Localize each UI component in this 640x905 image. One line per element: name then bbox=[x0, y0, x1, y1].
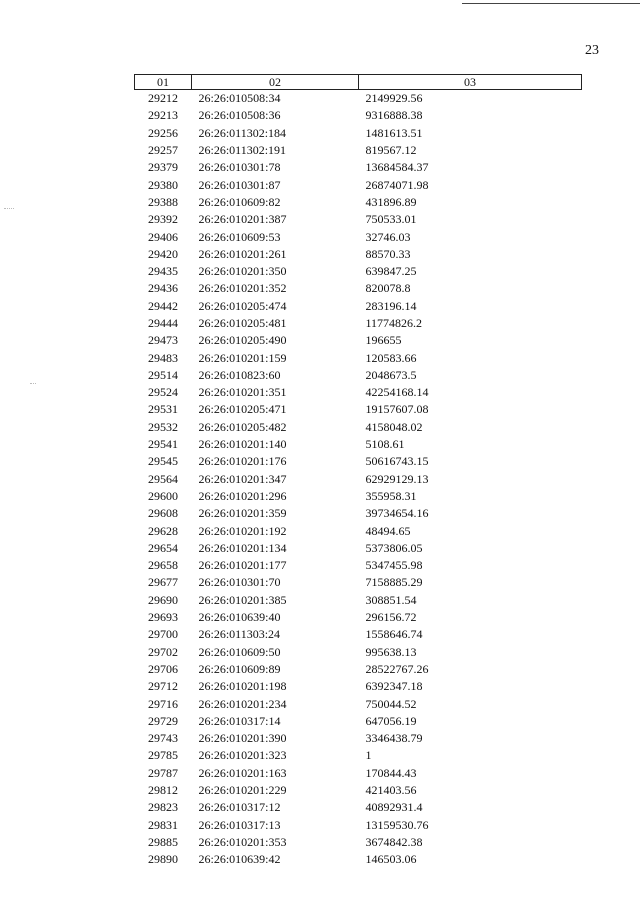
cadastral-number-cell: 26:26:011303:24 bbox=[198, 627, 281, 642]
record-number-cell: 29654 bbox=[148, 540, 178, 555]
value-cell: 48494.65 bbox=[365, 523, 411, 538]
value-cell: 50616743.15 bbox=[365, 454, 429, 469]
table-row bbox=[135, 782, 582, 799]
cadastral-number-cell: 26:26:010201:140 bbox=[198, 437, 287, 452]
table-row bbox=[135, 367, 582, 384]
record-number-cell: 29392 bbox=[148, 212, 178, 227]
table-row bbox=[135, 90, 582, 108]
cadastral-number-cell: 26:26:010201:352 bbox=[198, 281, 287, 296]
table-row bbox=[135, 678, 582, 695]
cadastral-number-cell: 26:26:010201:387 bbox=[198, 212, 287, 227]
value-cell: 28522767.26 bbox=[365, 661, 429, 676]
record-number-cell: 29436 bbox=[148, 281, 178, 296]
value-cell: 13159530.76 bbox=[365, 817, 429, 832]
cadastral-number-cell: 26:26:010201:134 bbox=[198, 540, 287, 555]
cadastral-number-cell: 26:26:011302:184 bbox=[198, 125, 287, 140]
record-number-cell: 29420 bbox=[148, 246, 178, 261]
cadastral-number-cell: 26:26:010508:36 bbox=[198, 108, 281, 123]
value-cell: 170844.43 bbox=[365, 765, 417, 780]
cadastral-number-cell: 26:26:010201:385 bbox=[198, 592, 287, 607]
cadastral-number-cell: 26:26:010317:13 bbox=[198, 817, 281, 832]
value-cell: 42254168.14 bbox=[365, 385, 429, 400]
value-cell: 296156.72 bbox=[365, 610, 417, 625]
table-row bbox=[135, 661, 582, 678]
cadastral-number-cell: 26:26:010639:42 bbox=[198, 852, 281, 867]
record-number-cell: 29700 bbox=[148, 627, 178, 642]
cadastral-number-cell: 26:26:010609:89 bbox=[198, 661, 281, 676]
cadastral-number-cell: 26:26:010201:359 bbox=[198, 506, 287, 521]
cadastral-number-cell: 26:26:010508:34 bbox=[198, 91, 281, 106]
cadastral-number-cell: 26:26:010609:53 bbox=[198, 229, 281, 244]
page-number: 23 bbox=[585, 43, 599, 58]
cadastral-number-cell: 26:26:010201:261 bbox=[198, 246, 287, 261]
table-row bbox=[135, 419, 582, 436]
value-cell: 62929129.13 bbox=[365, 471, 429, 486]
cadastral-number-cell: 26:26:010609:50 bbox=[198, 644, 281, 659]
value-cell: 11774826.2 bbox=[365, 316, 423, 330]
record-number-cell: 29628 bbox=[148, 523, 178, 538]
record-number-cell: 29716 bbox=[148, 696, 178, 711]
record-number-cell: 29608 bbox=[148, 506, 178, 521]
value-cell: 5347455.98 bbox=[365, 558, 423, 573]
data-table bbox=[134, 74, 582, 868]
value-cell: 3674842.38 bbox=[365, 834, 423, 849]
cadastral-number-cell: 26:26:010609:82 bbox=[198, 194, 281, 209]
value-cell: 26874071.98 bbox=[365, 177, 429, 192]
record-number-cell: 29785 bbox=[148, 748, 178, 763]
record-number-cell: 29388 bbox=[148, 194, 178, 209]
value-cell: 1558646.74 bbox=[365, 627, 423, 642]
record-number-cell: 29787 bbox=[148, 765, 178, 780]
table-row bbox=[135, 471, 582, 488]
table-row bbox=[135, 159, 582, 176]
table-row bbox=[135, 592, 582, 609]
cadastral-number-cell: 26:26:010823:60 bbox=[198, 367, 281, 382]
value-cell: 120583.66 bbox=[365, 350, 417, 365]
record-number-cell: 29380 bbox=[148, 177, 178, 192]
margin-mark bbox=[4, 208, 14, 209]
table-row bbox=[135, 626, 582, 643]
header-row bbox=[135, 75, 582, 90]
record-number-cell: 29514 bbox=[148, 367, 178, 382]
table-row bbox=[135, 540, 582, 557]
value-cell: 750533.01 bbox=[365, 212, 417, 227]
cadastral-number-cell: 26:26:010201:177 bbox=[198, 558, 287, 573]
record-number-cell: 29823 bbox=[148, 800, 178, 815]
value-cell: 5108.61 bbox=[365, 437, 405, 452]
table-row bbox=[135, 816, 582, 833]
cadastral-number-cell: 26:26:010205:471 bbox=[198, 402, 287, 417]
table-row bbox=[135, 730, 582, 747]
record-number-cell: 29406 bbox=[148, 229, 178, 244]
record-number-cell: 29524 bbox=[148, 385, 178, 400]
table-row bbox=[135, 107, 582, 124]
cadastral-number-cell: 26:26:011302:191 bbox=[198, 143, 287, 158]
record-number-cell: 29890 bbox=[148, 852, 178, 867]
table-row bbox=[135, 211, 582, 228]
table-row bbox=[135, 765, 582, 782]
cadastral-number-cell: 26:26:010317:12 bbox=[198, 800, 281, 815]
record-number-cell: 29532 bbox=[148, 419, 178, 434]
table-row bbox=[135, 401, 582, 418]
column-header: 03 bbox=[359, 75, 582, 90]
table-row bbox=[135, 522, 582, 539]
record-number-cell: 29379 bbox=[148, 160, 178, 175]
table-row bbox=[135, 799, 582, 816]
record-number-cell: 29212 bbox=[148, 91, 178, 106]
record-number-cell: 29743 bbox=[148, 731, 178, 746]
value-cell: 1481613.51 bbox=[365, 125, 423, 140]
value-cell: 355958.31 bbox=[365, 488, 417, 503]
cadastral-number-cell: 26:26:010301:70 bbox=[198, 575, 281, 590]
cadastral-number-cell: 26:26:010201:159 bbox=[198, 350, 287, 365]
value-cell: 4158048.02 bbox=[365, 419, 423, 434]
record-number-cell: 29812 bbox=[148, 783, 178, 798]
cadastral-number-cell: 26:26:010201:198 bbox=[198, 679, 287, 694]
value-cell: 820078.8 bbox=[365, 281, 411, 296]
table-row bbox=[135, 453, 582, 470]
value-cell: 32746.03 bbox=[365, 229, 411, 244]
value-cell: 5373806.05 bbox=[365, 540, 423, 555]
table-row bbox=[135, 228, 582, 245]
record-number-cell: 29600 bbox=[148, 488, 178, 503]
record-number-cell: 29545 bbox=[148, 454, 178, 469]
record-number-cell: 29442 bbox=[148, 298, 178, 313]
cadastral-number-cell: 26:26:010205:481 bbox=[198, 316, 287, 330]
cadastral-number-cell: 26:26:010201:347 bbox=[198, 471, 287, 486]
record-number-cell: 29541 bbox=[148, 437, 178, 452]
table-row bbox=[135, 436, 582, 453]
table-row bbox=[135, 194, 582, 211]
value-cell: 1 bbox=[365, 748, 372, 763]
cadastral-number-cell: 26:26:010639:40 bbox=[198, 610, 281, 625]
value-cell: 431896.89 bbox=[365, 194, 417, 209]
cadastral-number-cell: 26:26:010205:474 bbox=[198, 298, 287, 313]
table-row bbox=[135, 488, 582, 505]
record-number-cell: 29444 bbox=[148, 316, 178, 330]
table-row bbox=[135, 747, 582, 764]
table-body bbox=[135, 90, 582, 869]
table-row bbox=[135, 298, 582, 315]
cadastral-number-cell: 26:26:010201:350 bbox=[198, 264, 287, 279]
value-cell: 88570.33 bbox=[365, 246, 411, 261]
table-row bbox=[135, 695, 582, 712]
value-cell: 19157607.08 bbox=[365, 402, 429, 417]
record-number-cell: 29729 bbox=[148, 713, 178, 728]
record-number-cell: 29831 bbox=[148, 817, 178, 832]
value-cell: 40892931.4 bbox=[365, 800, 423, 815]
cadastral-number-cell: 26:26:010201:353 bbox=[198, 834, 287, 849]
record-number-cell: 29483 bbox=[148, 350, 178, 365]
value-cell: 647056.19 bbox=[365, 713, 417, 728]
table-row bbox=[135, 834, 582, 851]
value-cell: 196655 bbox=[365, 333, 402, 348]
table-row bbox=[135, 176, 582, 193]
value-cell: 639847.25 bbox=[365, 264, 417, 279]
cadastral-number-cell: 26:26:010201:163 bbox=[198, 765, 287, 780]
cadastral-number-cell: 26:26:010201:229 bbox=[198, 783, 287, 798]
cadastral-number-cell: 26:26:010201:390 bbox=[198, 731, 287, 746]
record-number-cell: 29256 bbox=[148, 125, 178, 140]
cadastral-number-cell: 26:26:010201:192 bbox=[198, 523, 287, 538]
table-row bbox=[135, 246, 582, 263]
record-number-cell: 29702 bbox=[148, 644, 178, 659]
record-number-cell: 29213 bbox=[148, 108, 178, 123]
cadastral-number-cell: 26:26:010201:323 bbox=[198, 748, 287, 763]
record-number-cell: 29564 bbox=[148, 471, 178, 486]
value-cell: 308851.54 bbox=[365, 592, 417, 607]
value-cell: 283196.14 bbox=[365, 298, 417, 313]
table-header bbox=[135, 75, 582, 90]
record-number-cell: 29706 bbox=[148, 661, 178, 676]
cadastral-number-cell: 26:26:010201:296 bbox=[198, 488, 287, 503]
value-cell: 2149929.56 bbox=[365, 91, 423, 106]
table-row bbox=[135, 384, 582, 401]
record-number-cell: 29677 bbox=[148, 575, 178, 590]
cadastral-number-cell: 26:26:010205:482 bbox=[198, 419, 287, 434]
column-header: 01 bbox=[135, 75, 192, 90]
record-number-cell: 29712 bbox=[148, 679, 178, 694]
table-row bbox=[135, 332, 582, 349]
table-row bbox=[135, 851, 582, 868]
value-cell: 146503.06 bbox=[365, 852, 417, 867]
table-row bbox=[135, 280, 582, 297]
value-cell: 9316888.38 bbox=[365, 108, 423, 123]
value-cell: 7158885.29 bbox=[365, 575, 423, 590]
table-row bbox=[135, 125, 582, 142]
table-row bbox=[135, 644, 582, 661]
table-row bbox=[135, 505, 582, 522]
cadastral-number-cell: 26:26:010205:490 bbox=[198, 333, 287, 348]
cadastral-number-cell: 26:26:010201:176 bbox=[198, 454, 287, 469]
cadastral-number-cell: 26:26:010201:351 bbox=[198, 385, 287, 400]
table-row bbox=[135, 263, 582, 280]
value-cell: 6392347.18 bbox=[365, 679, 423, 694]
value-cell: 13684584.37 bbox=[365, 160, 429, 175]
column-header: 02 bbox=[192, 75, 359, 90]
table-row bbox=[135, 609, 582, 626]
table-row bbox=[135, 142, 582, 159]
cadastral-number-cell: 26:26:010201:234 bbox=[198, 696, 287, 711]
value-cell: 2048673.5 bbox=[365, 367, 417, 382]
value-cell: 421403.56 bbox=[365, 783, 417, 798]
record-number-cell: 29435 bbox=[148, 264, 178, 279]
table-row bbox=[135, 557, 582, 574]
value-cell: 3346438.79 bbox=[365, 731, 423, 746]
record-number-cell: 29531 bbox=[148, 402, 178, 417]
cadastral-number-cell: 26:26:010317:14 bbox=[198, 713, 281, 728]
table-row bbox=[135, 713, 582, 730]
table-row bbox=[135, 349, 582, 366]
value-cell: 750044.52 bbox=[365, 696, 417, 711]
record-number-cell: 29473 bbox=[148, 333, 178, 348]
value-cell: 39734654.16 bbox=[365, 506, 429, 521]
top-rule bbox=[462, 3, 640, 4]
record-number-cell: 29658 bbox=[148, 558, 178, 573]
table-row bbox=[135, 315, 582, 332]
margin-mark bbox=[30, 383, 36, 384]
cadastral-number-cell: 26:26:010301:87 bbox=[198, 177, 281, 192]
value-cell: 819567.12 bbox=[365, 143, 417, 158]
table-row bbox=[135, 574, 582, 591]
record-number-cell: 29885 bbox=[148, 834, 178, 849]
cadastral-number-cell: 26:26:010301:78 bbox=[198, 160, 281, 175]
value-cell: 995638.13 bbox=[365, 644, 417, 659]
record-number-cell: 29693 bbox=[148, 610, 178, 625]
record-number-cell: 29257 bbox=[148, 143, 178, 158]
record-number-cell: 29690 bbox=[148, 592, 178, 607]
